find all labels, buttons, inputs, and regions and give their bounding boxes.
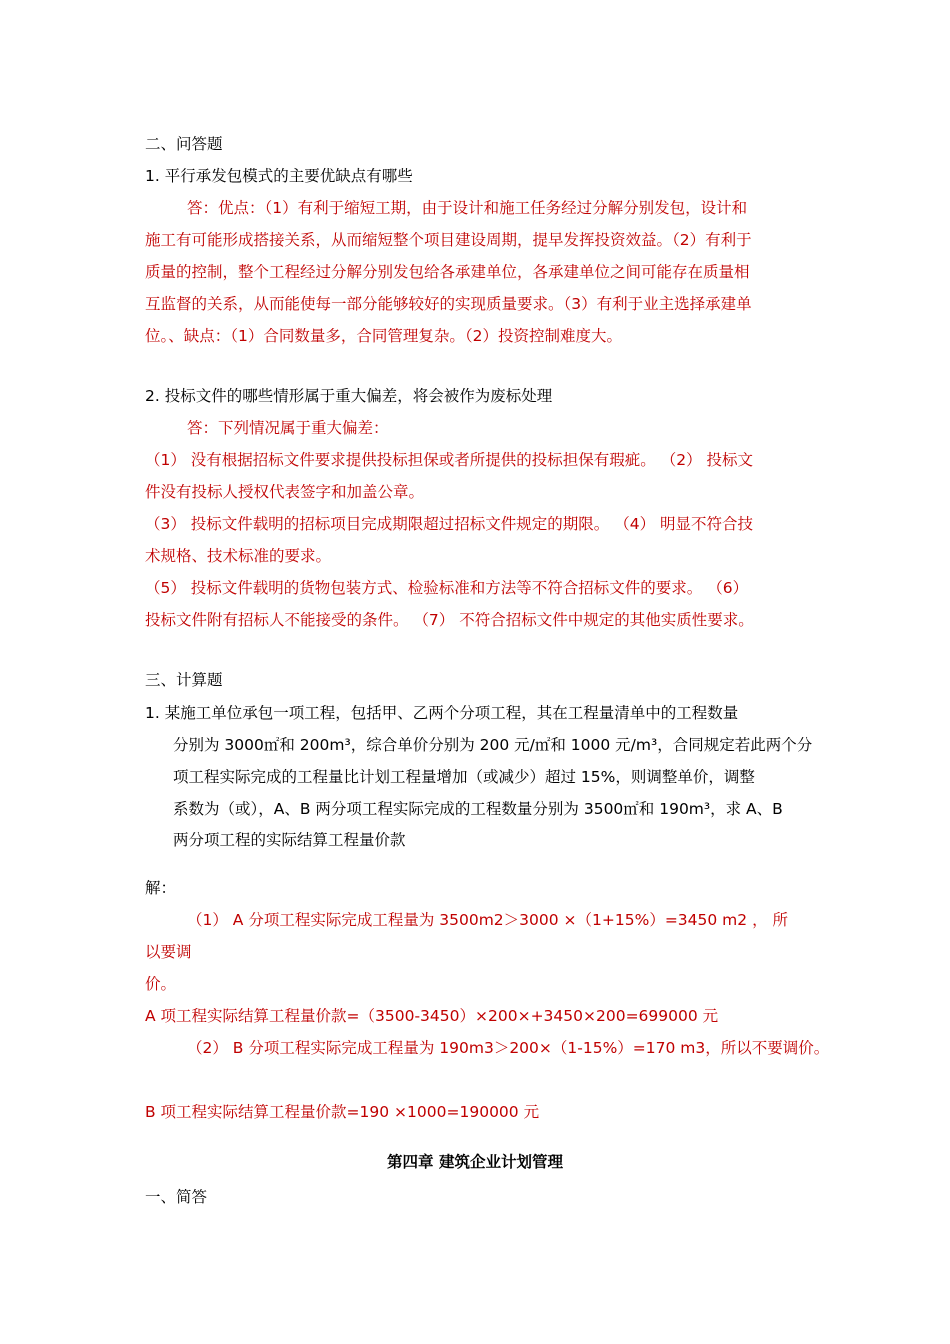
solution-line: （2） B 分项工程实际完成工程量为 190m3＞200×（1-15%）=170 m3，所以不要调价。 <box>187 1039 830 1057</box>
answer-2-line: （3） 投标文件载明的招标项目完成期限超过招标文件规定的期限。 （4） 明显不符合技 <box>145 515 754 533</box>
question-2: 2. 投标文件的哪些情形属于重大偏差，将会被作为废标处理 <box>145 387 553 405</box>
chapter-title: 第四章 建筑企业计划管理 <box>387 1153 563 1171</box>
answer-2-line: 投标文件附有招标人不能接受的条件。 （7） 不符合招标文件中规定的其他实质性要求。 <box>145 611 754 629</box>
answer-1-line: 位。、缺点：（1）合同数量多，合同管理复杂。（2）投资控制难度大。 <box>145 327 622 345</box>
answer-2-line: （1） 没有根据招标文件要求提供投标担保或者所提供的投标担保有瑕疵。 （2） 投标文 <box>145 451 754 469</box>
solution-line: （1） A 分项工程实际完成工程量为 3500m2＞3000 ×（1+15%）=3450 m2 ， 所 <box>187 911 788 929</box>
calc-question-line: 1. 某施工单位承包一项工程，包括甲、乙两个分项工程，其在工程量清单中的工程数量 <box>145 704 739 722</box>
calc-question-line: 系数为（或），A、B 两分项工程实际完成的工程数量分别为 3500㎡和 190m³，求 A、B <box>173 800 783 818</box>
calc-question-line: 两分项工程的实际结算工程量价款 <box>173 831 406 849</box>
answer-1-line: 施工有可能形成搭接关系，从而缩短整个项目建设周期，提早发挥投资效益。（2）有利于 <box>145 231 752 249</box>
answer-2-line: 术规格、技术标准的要求。 <box>145 547 332 565</box>
answer-2-line: （5） 投标文件载明的货物包装方式、检验标准和方法等不符合招标文件的要求。 （6） <box>145 579 749 597</box>
solution-line: B 项工程实际结算工程量价款=190 ×1000=190000 元 <box>145 1103 540 1121</box>
solution-line: A 项工程实际结算工程量价款=（3500-3450）×200×+3450×200=699000 元 <box>145 1007 719 1025</box>
section-title-calc: 三、计算题 <box>145 671 223 689</box>
answer-1-line: 质量的控制，整个工程经过分解分别发包给各承建单位，各承建单位之间可能存在质量相 <box>145 263 750 281</box>
answer-1-line: 答：优点：（1）有利于缩短工期，由于设计和施工任务经过分解分别发包，设计和 <box>187 199 748 217</box>
question-1: 1. 平行承发包模式的主要优缺点有哪些 <box>145 167 413 185</box>
answer-2-line: 件没有投标人授权代表签字和加盖公章。 <box>145 483 425 501</box>
calc-question-line: 分别为 3000㎡和 200m³，综合单价分别为 200 元/㎡和 1000 元/m³，合同规定若此两个分 <box>173 736 813 754</box>
answer-2-line: 答：下列情况属于重大偏差： <box>187 419 389 437</box>
solution-label: 解： <box>145 879 177 897</box>
solution-line: 价。 <box>145 975 177 993</box>
answer-1-line: 互监督的关系，从而能使每一部分能够较好的实现质量要求。（3）有利于业主选择承建单 <box>145 295 752 313</box>
calc-question-line: 项工程实际完成的工程量比计划工程量增加（或减少）超过 15%，则调整单价，调整 <box>173 768 755 786</box>
solution-line: 以要调 <box>145 943 192 961</box>
section-title-short-answer: 一、简答 <box>145 1188 208 1206</box>
section-title-qa: 二、问答题 <box>145 135 223 153</box>
